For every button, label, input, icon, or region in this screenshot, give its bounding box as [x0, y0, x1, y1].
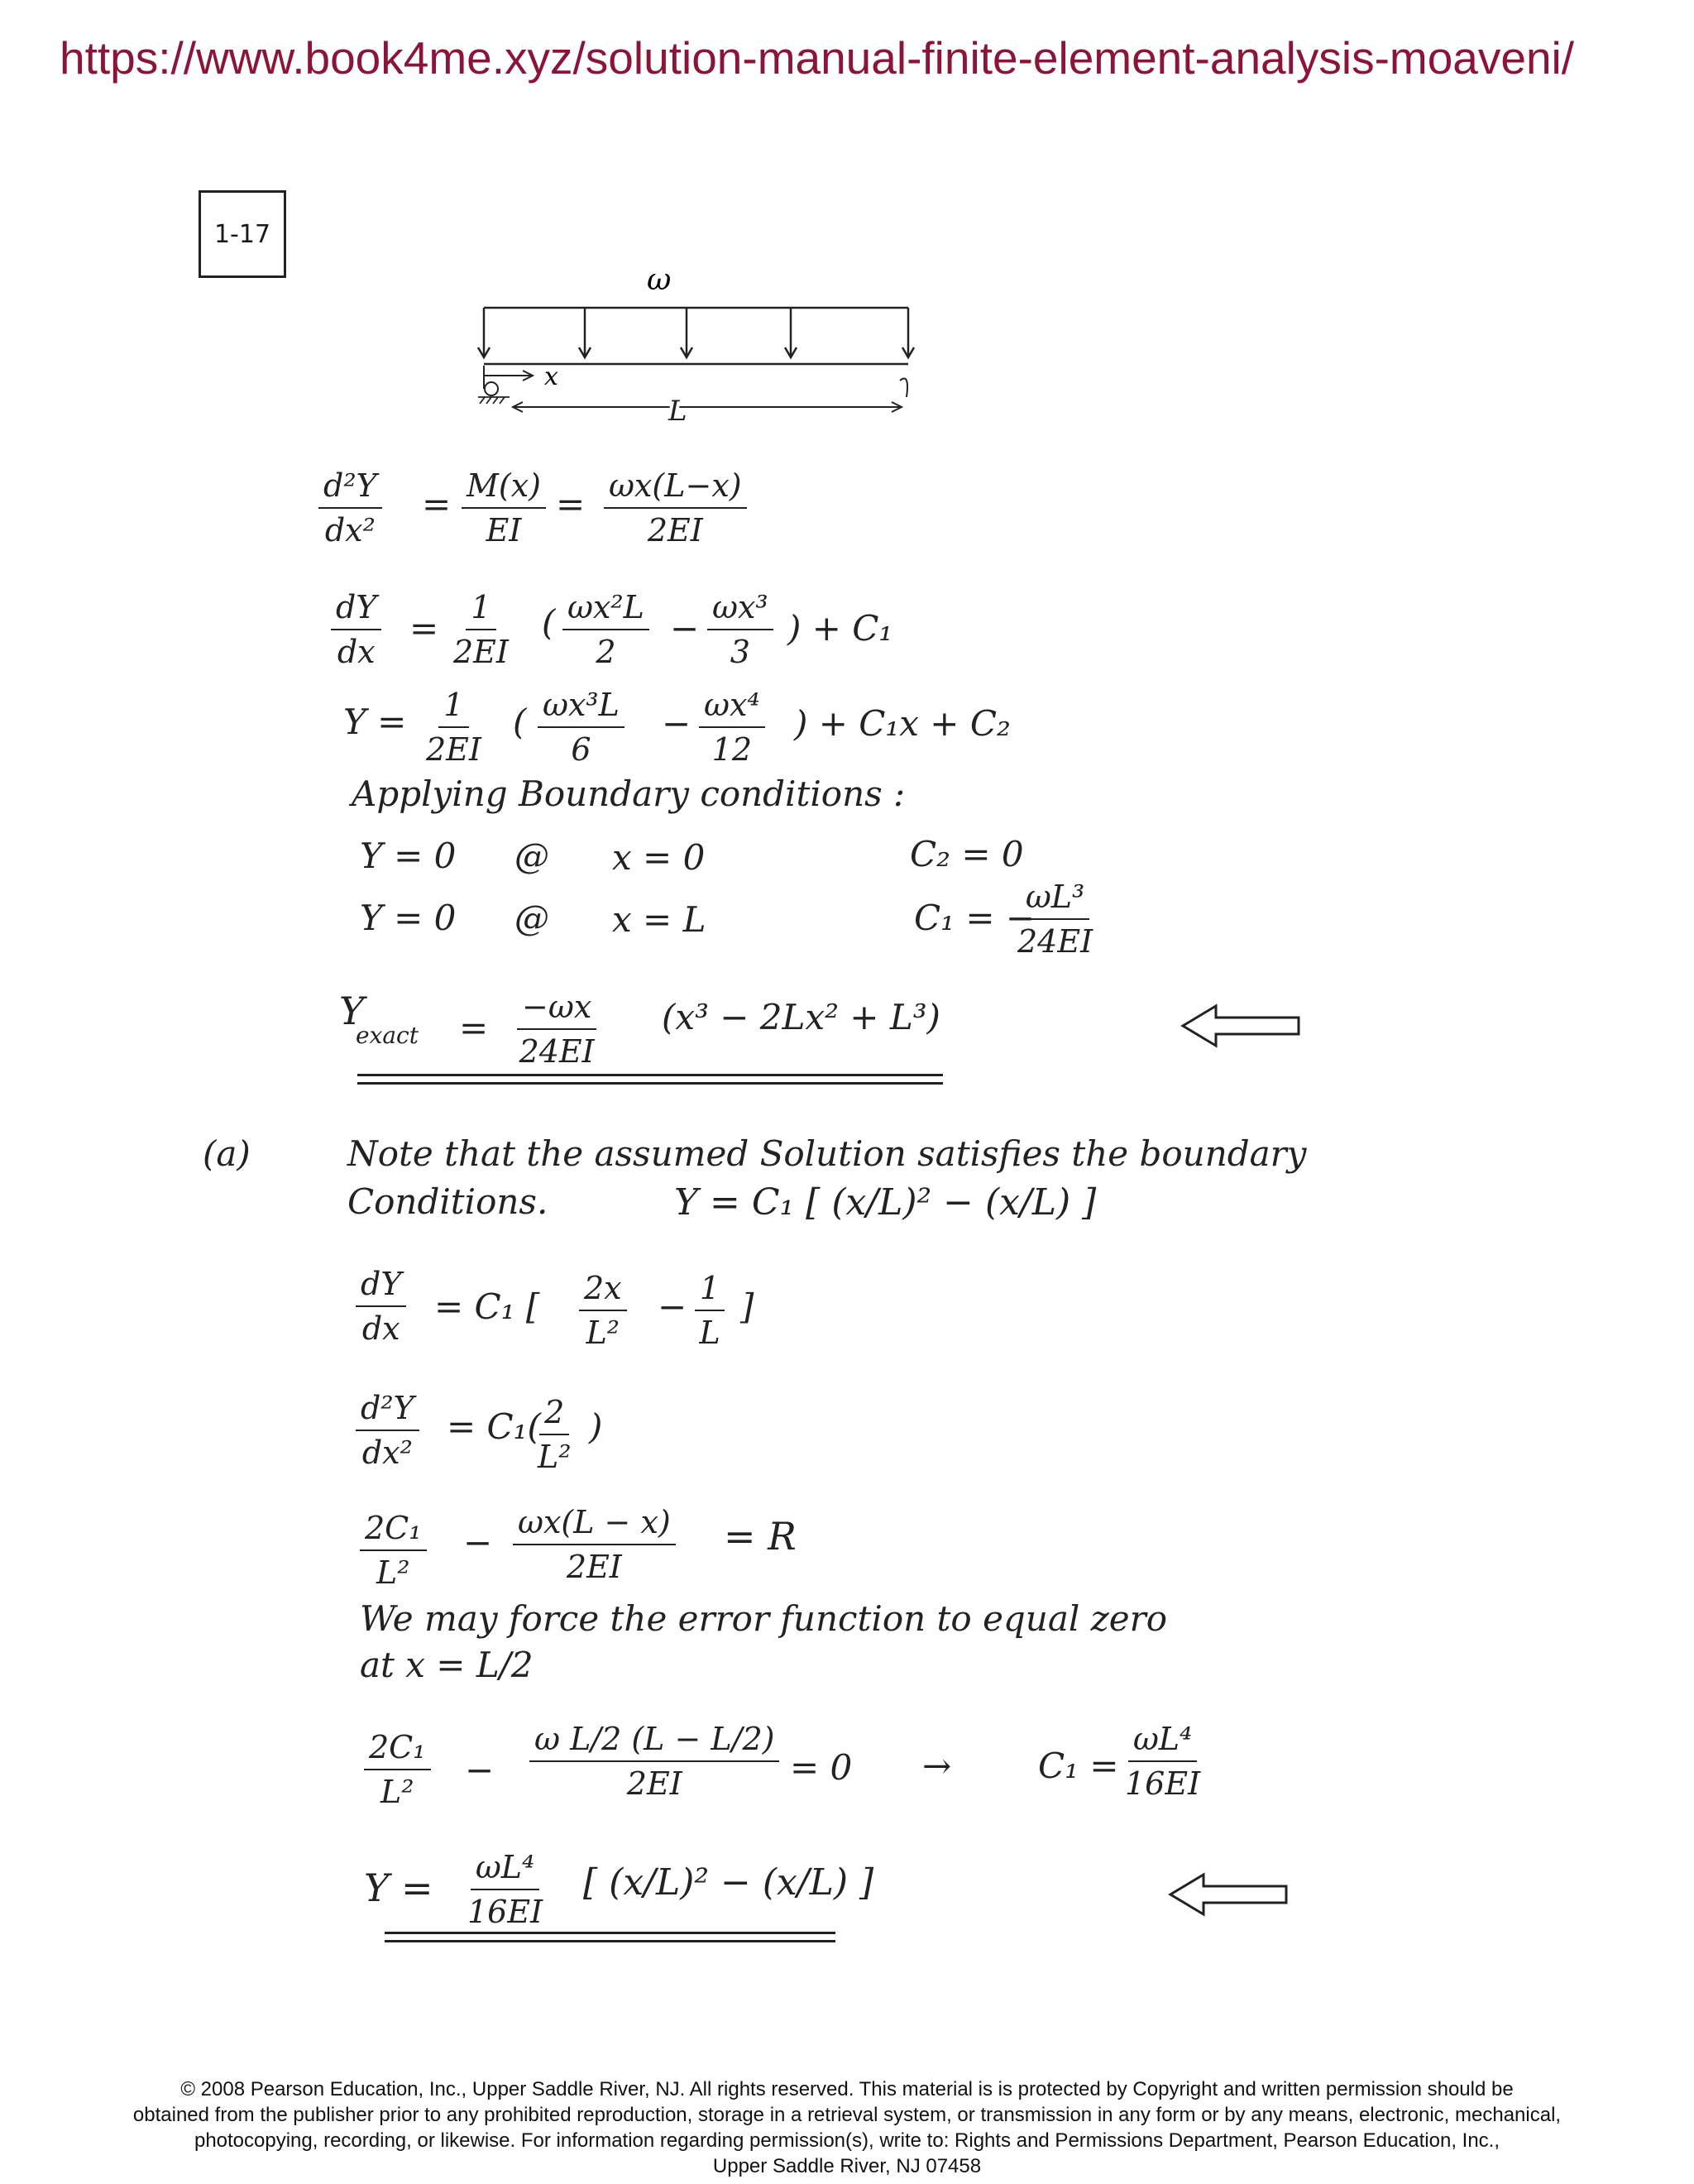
bc1-x: x = 0	[612, 837, 706, 878]
load-arrows	[478, 308, 914, 357]
pin-support	[485, 382, 498, 395]
zero-minus: −	[465, 1750, 495, 1790]
residual-equals-r: = R	[724, 1514, 797, 1559]
eq1-lhs: $\frac{\text{d²Y}}{\text{dx²}}$	[318, 467, 382, 548]
eq3-term1: $\frac{\text{ωx³L}}{6}$	[538, 687, 624, 768]
eq2-minus: −	[670, 608, 700, 649]
eq3-coef: $\frac{1}{2EI}$	[426, 687, 481, 768]
length-label: L	[668, 395, 687, 428]
eq3-minus: −	[662, 703, 691, 744]
zero-equals: = 0	[790, 1747, 853, 1788]
footer-line-4: Upper Saddle River, NJ 07458	[712, 2155, 982, 2177]
bc2-result-lhs: C₁ = −	[914, 898, 1036, 938]
problem-number: 1-17	[213, 219, 271, 249]
part-a-d2y-rhs-open: = C₁(	[447, 1406, 541, 1447]
bc2-at: @	[514, 898, 549, 938]
part-a-dy-frac2: $\frac{1}{L}$	[695, 1270, 725, 1351]
residual-frac1: $\frac{\text{2C₁}}{\text{L²}}$	[360, 1510, 427, 1591]
part-a-note-line2: Conditions.	[347, 1181, 548, 1222]
eq1-rhs: $\frac{\omega x(L-x)}{2EI}$	[604, 467, 747, 548]
exact-subscript: exact	[356, 1022, 419, 1049]
ground-hatch	[478, 397, 510, 404]
residual-frac2: $\frac{\omega x(L - x)}{2EI}$	[513, 1504, 676, 1585]
eq2-lhs: $\frac{dY}{dx}$	[331, 589, 381, 670]
part-a-d2y-close: )	[589, 1406, 603, 1447]
final-y: Y =	[364, 1866, 433, 1910]
final-answer-arrow-icon	[1166, 1870, 1290, 1919]
boundary-heading: Applying Boundary conditions :	[352, 774, 906, 814]
exact-underline-2	[357, 1082, 943, 1085]
exact-y: Y	[339, 989, 365, 1033]
bc2-condition: Y = 0	[360, 898, 457, 938]
eq1-equals-b: =	[556, 484, 586, 524]
final-bracket: [ (x/L)² − (x/L) ]	[583, 1861, 874, 1904]
source-url[interactable]: https://www.book4me.xyz/solution-manual-finite-element-analysis-moaveni/	[60, 32, 1575, 84]
final-underline-2	[385, 1940, 835, 1942]
eq2-plus-c1: ) + C₁	[787, 608, 893, 649]
eq2-term1: $\frac{\text{ωx²L}}{2}$	[562, 589, 649, 670]
roller-support	[900, 379, 907, 398]
exact-polynomial: (x³ − 2Lx² + L³)	[662, 997, 940, 1037]
eq2-term2: $\frac{\text{ωx³}}{3}$	[707, 589, 773, 670]
implies-arrow-icon: →	[922, 1746, 952, 1786]
beam-diagram	[463, 265, 926, 430]
force-line2: at x = L/2	[360, 1645, 534, 1685]
answer-arrow-icon	[1179, 1001, 1303, 1051]
exact-equals: =	[459, 1008, 489, 1048]
bc2-result-frac: $\frac{\text{ωL³}}{24EI}$	[1017, 879, 1093, 960]
residual-minus: −	[463, 1522, 493, 1563]
problem-number-box	[199, 190, 286, 278]
part-a-dy-rhs-open: = C₁ [	[434, 1286, 540, 1327]
final-frac: $\frac{\text{ωL⁴}}{16EI}$	[467, 1849, 543, 1930]
part-a-dy-frac1: $\frac{2x}{\text{L²}}$	[579, 1270, 627, 1351]
footer-line-1: © 2008 Pearson Education, Inc., Upper Saddle River, NJ. All rights reserved. This material is is protected by Copyright and written permission should be	[180, 2078, 1514, 2100]
exact-underline-1	[357, 1074, 943, 1076]
load-label: ω	[647, 265, 672, 297]
part-a-dy-lhs: $\frac{dY}{dx}$	[356, 1266, 406, 1347]
bc2-x: x = L	[612, 899, 706, 940]
force-line1: We may force the error function to equal zero	[360, 1598, 1168, 1639]
eq2-equals: =	[409, 608, 439, 649]
x-label: x	[544, 362, 558, 391]
eq1-equals-a: =	[422, 484, 452, 524]
final-underline-1	[385, 1932, 835, 1934]
c1-frac: $\frac{\text{ωL⁴}}{16EI}$	[1125, 1721, 1201, 1802]
exact-frac: $\frac{-\omega x}{24EI}$	[517, 989, 596, 1070]
part-a-note-line1: Note that the assumed Solution satisfies the boundary	[347, 1133, 1307, 1174]
footer-line-2: obtained from the publisher prior to any prohibited reproduction, storage in a retrieval system, or transmission in any form or by any means, electronic, mechanical,	[132, 2104, 1562, 2126]
bc1-condition: Y = 0	[360, 836, 457, 876]
eq3-term2: $\frac{\text{ωx⁴}}{12}$	[699, 687, 765, 768]
part-a-dy-close: ]	[740, 1286, 754, 1327]
part-a-d2y-frac: $\frac{2}{\text{L²}}$	[538, 1394, 572, 1475]
part-a-dy-minus: −	[658, 1286, 687, 1327]
copyright-footer	[33, 2076, 1661, 2179]
bc1-at: @	[514, 836, 549, 876]
footer-line-3: photocopying, recording, or likewise. For information regarding permission(s), write to: Rights and Permissions Department, Pearson Education, Inc.,	[194, 2129, 1500, 2152]
eq1-moment: $\frac{M(x)}{EI}$	[462, 467, 546, 548]
eq2-coef: $\frac{1}{2EI}$	[453, 589, 509, 670]
part-a-label: (a)	[203, 1133, 251, 1174]
eq2-open-paren: (	[542, 602, 556, 643]
eq3-tail: ) + C₁x + C₂	[794, 703, 1011, 744]
bc1-result: C₂ = 0	[910, 834, 1024, 874]
c1-lhs: C₁ =	[1038, 1746, 1119, 1786]
part-a-assumed-solution: Y = C₁ [ (x/L)² − (x/L) ]	[674, 1181, 1097, 1224]
eq3-open-paren: (	[513, 702, 527, 742]
eq3-y: Y =	[343, 702, 407, 742]
zero-frac2: $\frac{\text{ω L/2 (L − L/2)}}{2EI}$	[529, 1721, 779, 1802]
zero-frac1: $\frac{\text{2C₁}}{\text{L²}}$	[364, 1729, 431, 1810]
part-a-d2y-lhs: $\frac{\text{d²Y}}{\text{dx²}}$	[356, 1390, 419, 1471]
